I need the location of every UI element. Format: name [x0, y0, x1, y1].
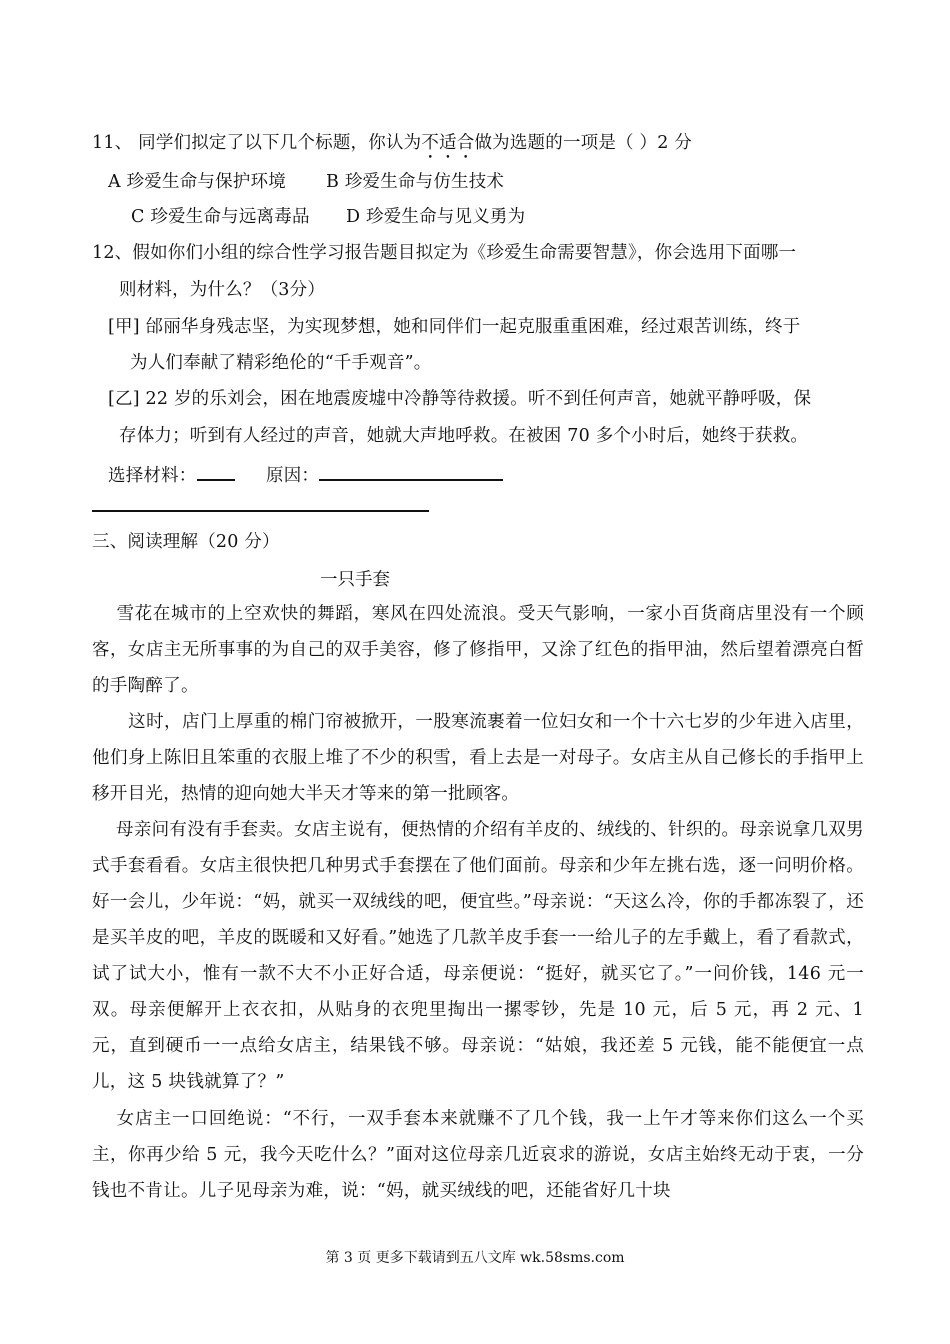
choose-material-label: 选择材料： — [108, 466, 197, 486]
q11-stem — [92, 131, 692, 163]
article-paragraph-1 — [92, 596, 864, 704]
reason-blank[interactable] — [319, 461, 503, 481]
q12-stem-line2: 则材料，为什么？（3分） — [119, 280, 326, 300]
q11-option-b: B 珍爱生命与仿生技术 — [326, 172, 505, 192]
paragraph-2-text: 这时，店门上厚重的棉门帘被掀开，一股寒流裹着一位妇女和一个十六七岁的少年进入店里，他们身上陈旧且笨重的衣服上堆了不少的积雪，看上去是一对母子。女店主从自己修长的手指甲上移开目光，热情的迎向她大半天才等来的第一批顾客。 — [92, 712, 864, 804]
page-footer: 第 3 页 更多下载请到五八文库 wk.58sms.com — [325, 1250, 625, 1266]
q12-answer-row — [108, 461, 503, 488]
q12-material-jia-line1: [甲] 邰丽华身残志坚，为实现梦想，她和同伴们一起克服重重困难，经过艰苦训练，终于 — [108, 317, 801, 337]
choose-material-blank[interactable] — [197, 461, 235, 481]
q11-option-c: C 珍爱生命与远离毒品 — [131, 207, 310, 227]
q12-material-jia-line2: 为人们奉献了精彩绝伦的“千手观音”。 — [130, 353, 432, 373]
q11-stem-suffix: 做为选题的一项是（ ）2 分 — [474, 133, 693, 153]
q11-option-d: D 珍爱生命与见义勇为 — [346, 207, 526, 227]
answer-continuation-line[interactable] — [92, 510, 429, 512]
paragraph-3-text: 母亲问有没有手套卖。女店主说有，便热情的介绍有羊皮的、绒线的、针织的。母亲说拿几双男式手套看看。女店主很快把几种男式手套摆在了他们面前。母亲和少年左挑右选，逐一问明价格。好一会儿，少年说：“妈，就买一双绒线的吧，便宜些。”母亲说：“天这么冷，你的手都冻裂了，还是买羊皮的吧，羊皮的既暖和又好看。”她选了几款羊皮手套一一给儿子的左手戴上，看了看款式，试了试大小，惟有一款不大不小正好合适，母亲便说：“挺好，就买它了。”一问价钱，146 元一双。母亲便解开上衣衣扣，从贴身的衣兜里掏出一摞零钞，先是 10 元，后 5 元，再 2 元、1 元，直到硬币一一点给女店主，结果钱不够。母亲说：“姑娘，我还差 5 元钱，能不能便宜一点儿，这 5 块钱就算了？” — [92, 820, 864, 1092]
article-title: 一只手套 — [320, 570, 390, 590]
q12-material-yi-line2: 存体力；听到有人经过的声音，她就大声地呼救。在被困 70 多个小时后，她终于获救。 — [119, 426, 809, 446]
article-paragraph-4 — [92, 1101, 864, 1209]
q12-material-yi-line1: [乙] 22 岁的乐刘会，困在地震废墟中冷静等待救援。听不到任何声音，她就平静呼吸，保 — [108, 389, 812, 409]
section-heading: 三、阅读理解（20 分） — [92, 532, 280, 552]
article-paragraph-3 — [92, 812, 864, 1100]
q11-stem-prefix: 11、 同学们拟定了以下几个标题，你认为 — [92, 133, 422, 153]
reason-label: 原因： — [266, 466, 320, 486]
paragraph-1-text: 雪花在城市的上空欢快的舞蹈，寒风在四处流浪。受天气影响，一家小百货商店里没有一个顾客，女店主无所事事的为自己的双手美容，修了修指甲，又涂了红色的指甲油，然后望着漂亮白皙的手陶醉了。 — [92, 604, 864, 696]
q11-option-a: A 珍爱生命与保护环境 — [108, 172, 286, 192]
article-paragraph-2 — [92, 704, 864, 812]
paragraph-4-text: 女店主一口回绝说：“不行，一双手套本来就赚不了几个钱，我一上午才等来你们这么一个买主，你再少给 5 元，我今天吃什么？”面对这位母亲几近哀求的游说，女店主始终无动于衷，一分钱也不肯让。儿子见母亲为难，说：“妈，就买绒线的吧，还能省好几十块 — [92, 1109, 864, 1201]
q12-stem-line1: 12、假如你们小组的综合性学习报告题目拟定为《珍爱生命需要智慧》，你会选用下面哪一 — [92, 243, 797, 263]
q11-emphasis: 不适合 — [421, 133, 475, 153]
